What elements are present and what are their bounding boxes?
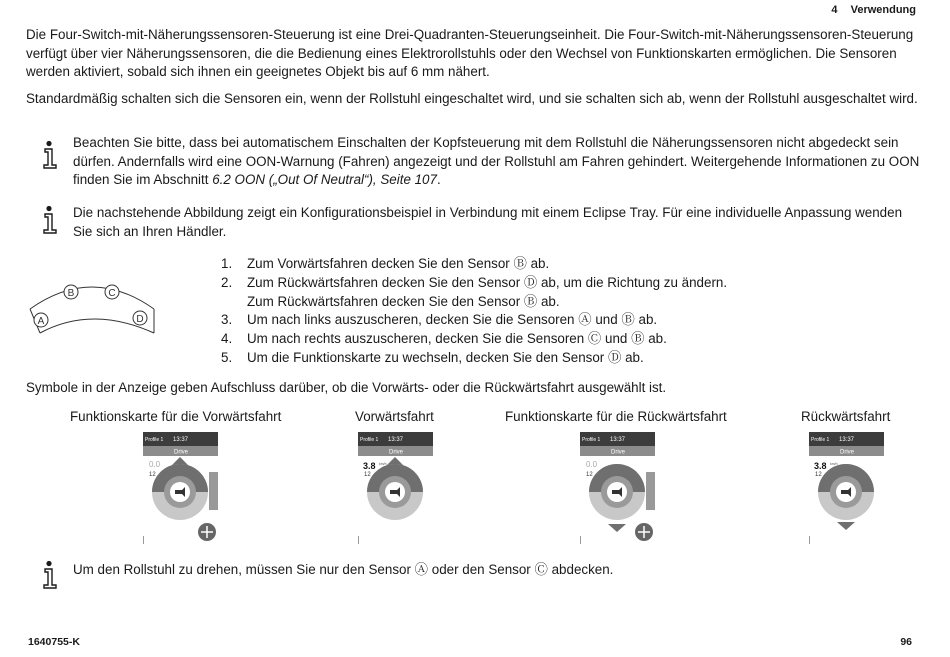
odometer-label: 12 [364,472,371,478]
step-number: 1. [221,256,233,271]
profile-label: Profile 1 [582,437,601,443]
sensor-d-label: D [136,314,144,325]
step-number: 4. [221,331,233,347]
info-icon [40,205,64,235]
info-note-oon [73,134,923,190]
sensor-c-label: C [108,288,116,299]
symbols-intro: Symbole in der Anzeige geben Aufschluss darüber, ob die Vorwärts- oder die Rückwärtsfahrt ausgewählt ist. [26,380,667,395]
note-oon-text: Beachten Sie bitte, dass bei automatischem Einschalten der Kopfsteuerung mit dem Rollstuhl die Näherungssensoren nicht abgedeckt sein dürfen. Andernfalls wird eine OON-Warnung (Fahren) angezeigt und der Rollstuhl am Fahren gehindert. Weitergehende Informationen zu OON finden Sie im Abschnitt [73,135,920,187]
sensor-a-label: A [37,316,45,327]
profile-label: Profile 1 [360,437,379,443]
oon-section-link[interactable]: 6.2 OON („Out Of Neutral“), Seite 107 [212,172,437,187]
svg-text:0.0: 0.0 [149,460,161,469]
sensor-c [105,285,119,299]
time-label: 13:37 [388,437,404,443]
speed-unit: km/h [830,462,838,466]
mode-label: Drive [840,449,855,456]
info-note-turning: Um den Rollstuhl zu drehen, müssen Sie nur den Sensor Ⓐ oder den Sensor Ⓒ abdecken. [73,562,614,577]
profile-label: Profile 1 [811,437,830,443]
document-number: 1640755-K [28,636,80,648]
steps-list [221,255,727,368]
display-forward-driving [358,432,433,544]
step-text: Um die Funktionskarte zu wechseln, decken Sie den Sensor Ⓓ ab. [247,349,644,365]
default-behaviour-paragraph: Standardmäßig schalten sich die Sensoren ein, wenn der Rollstuhl eingeschaltet wird, und sie schalten sich ab, wenn der Rollstuhl ausgeschaltet wird. [26,91,918,106]
step-number: 5. [221,349,233,365]
step-item [221,274,727,293]
chapter-title: Verwendung [850,4,916,16]
sensor-b-label: B [67,288,75,299]
info-icon [40,140,64,170]
profile-label: Profile 1 [145,437,164,443]
step-continuation [221,293,727,312]
chapter-number: 4 [831,4,838,16]
odometer-label: 12 [586,472,593,478]
mode-label: Drive [389,449,404,456]
caption-forward-function-card: Funktionskarte für die Vorwärtsfahrt [70,409,282,424]
display-forward-function-card [143,432,218,544]
step-item [221,255,727,274]
step-text: Um nach links auszuscheren, decken Sie die Sensoren Ⓐ und Ⓑ ab. [247,312,658,328]
display-reverse-function-card [580,432,655,544]
caption-forward-driving: Vorwärtsfahrt [355,409,434,424]
running-header [831,4,916,16]
step-text: Zum Vorwärtsfahren decken Sie den Sensor Ⓑ ab. [247,256,550,271]
speed-value: 3.8 [814,461,827,471]
page-number: 96 [900,636,912,648]
time-label: 13:37 [839,437,855,443]
step-item [221,349,727,368]
step-number: 3. [221,312,233,328]
intro-paragraph: Die Four-Switch-mit-Näherungssensoren-Steuerung ist eine Drei-Quadranten-Steuerungseinheit. Die Four-Switch-mit-Näherungssensoren-Steuerung verfügt über vier Näherungssensoren, die die Bedienung eines Elektrorollstuhls oder den Wechsel von Funktionskarten ermöglichen. Die Sensoren werden aktiviert, sobald sich ihnen ein geeignetes Objekt bis auf 6 mm nähert. [26,27,914,79]
sensor-a [34,313,48,327]
caption-reverse-function-card: Funktionskarte für die Rückwärtsfahrt [505,409,727,424]
info-note-eclipse-tray: Die nachstehende Abbildung zeigt ein Konfigurationsbeispiel in Verbindung mit einem Eclipse Tray. Für eine individuelle Anpassung wenden Sie sich an Ihren Händler. [73,205,903,239]
mode-label: Drive [611,449,626,456]
odometer-label: 12 [149,472,156,478]
step-number: 2. [221,274,233,290]
svg-text:0.0: 0.0 [586,460,598,469]
speed-unit: km/h [379,462,387,466]
note-oon-end: . [436,172,441,187]
display-reverse-driving [809,432,884,544]
info-icon [40,560,64,590]
step-item [221,330,727,349]
sensor-b [64,285,78,299]
time-label: 13:37 [610,437,626,443]
mode-label: Drive [174,449,189,456]
speed-value: 3.8 [363,461,376,471]
time-label: 13:37 [173,437,189,443]
step-item [221,311,727,330]
step-text: Zum Rückwärtsfahren decken Sie den Sensor Ⓑ ab. [247,293,560,309]
sensor-layout-diagram [26,275,158,341]
odometer-label: 12 [815,472,822,478]
caption-reverse-driving: Rückwärtsfahrt [801,409,891,424]
sensor-d [133,311,147,325]
step-text: Zum Rückwärtsfahren decken Sie den Sensor Ⓓ ab, um die Richtung zu ändern. [247,274,728,290]
step-text: Um nach rechts auszuscheren, decken Sie die Sensoren Ⓒ und Ⓑ ab. [247,331,667,347]
